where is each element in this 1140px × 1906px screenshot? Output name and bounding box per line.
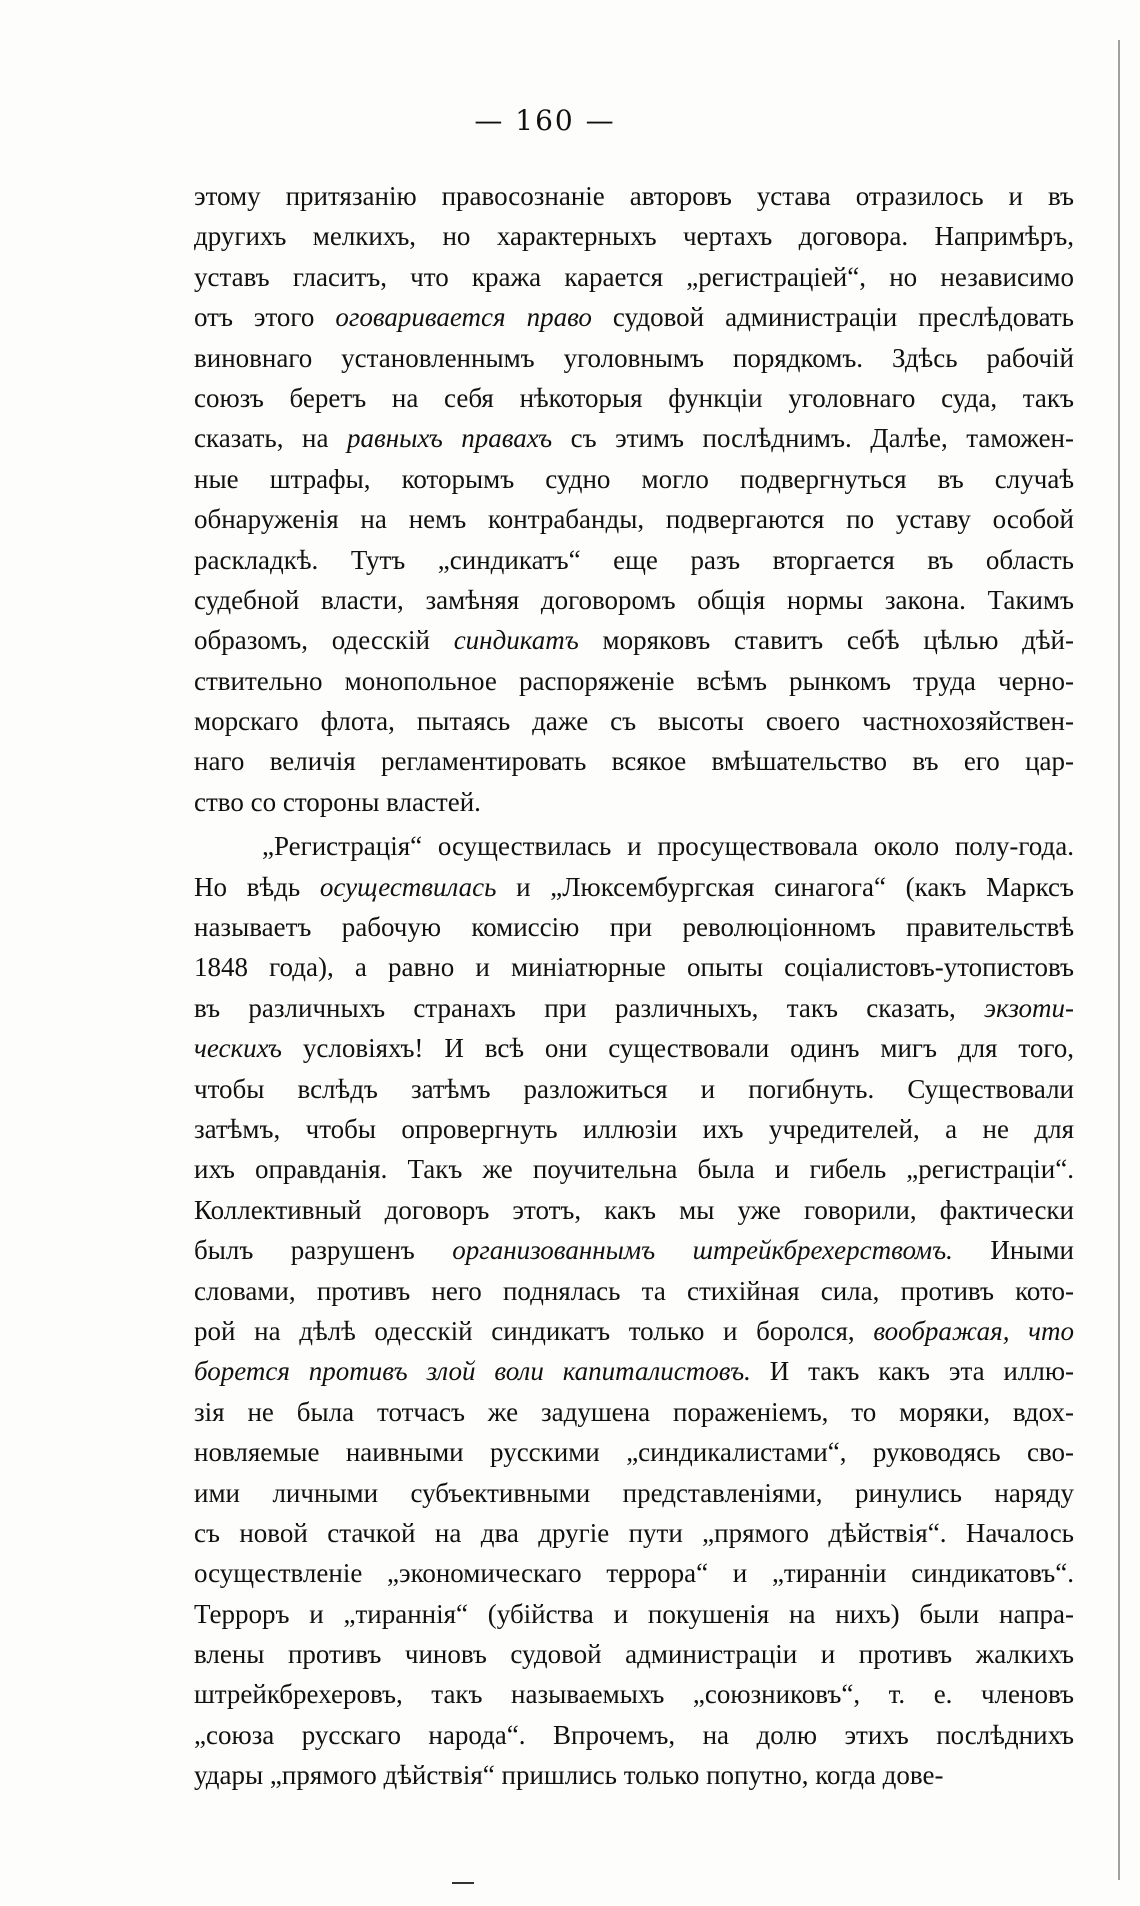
body-text bbox=[194, 176, 1074, 1796]
text-line bbox=[194, 378, 1074, 418]
text-run: ные штрафы, которымъ судно могло подвергнуться въ случаѣ bbox=[194, 463, 1074, 494]
text-line bbox=[194, 1392, 1074, 1432]
text-run: ихъ оправданія. Такъ же поучительна была и гибель „регистраціи“. bbox=[194, 1154, 1074, 1185]
text-run: судебной власти, замѣняя договоромъ общія нормы закона. Такимъ bbox=[194, 584, 1074, 615]
text-run: наго величія регламентировать всякое вмѣшательство въ его цар- bbox=[194, 746, 1074, 777]
text-line bbox=[194, 947, 1074, 987]
text-run: 1848 года), а равно и миніатюрные опыты соціалистовъ-утопистовъ bbox=[194, 952, 1074, 983]
text-run: судовой администраціи преслѣдовать bbox=[591, 302, 1074, 333]
text-line bbox=[194, 176, 1074, 216]
text-run: отъ этого bbox=[194, 302, 336, 333]
text-line bbox=[194, 1674, 1074, 1714]
text-run: и „Люксембургская синагога“ (какъ Марксъ bbox=[496, 871, 1074, 902]
text-run: осуществленіе „экономическаго террора“ и „тиранніи синдикатовъ“. bbox=[194, 1558, 1074, 1589]
text-line bbox=[194, 1715, 1074, 1755]
text-run: затѣмъ, чтобы опровергнуть иллюзіи ихъ учредителей, а не для bbox=[194, 1113, 1074, 1144]
text-run: чтобы вслѣдъ затѣмъ разложиться и погибнуть. Существовали bbox=[194, 1073, 1074, 1104]
text-line bbox=[194, 1513, 1074, 1553]
text-line bbox=[194, 1553, 1074, 1593]
text-run: Но вѣдь bbox=[194, 871, 320, 902]
paragraph bbox=[194, 826, 1074, 1795]
text-line bbox=[194, 540, 1074, 580]
text-line bbox=[194, 1432, 1074, 1472]
text-line bbox=[194, 418, 1074, 458]
text-line bbox=[194, 1473, 1074, 1513]
text-line bbox=[194, 907, 1074, 947]
bottom-mark bbox=[452, 1882, 474, 1884]
text-run: обнаруженія на немъ контрабанды, подвергаются по уставу особой bbox=[194, 504, 1074, 535]
text-line bbox=[194, 867, 1074, 907]
text-run: уставъ гласитъ, что кража карается „регистраціей“, но независимо bbox=[194, 261, 1074, 292]
text-line bbox=[194, 1190, 1074, 1230]
italic-text: равныхъ правахъ bbox=[346, 423, 553, 454]
text-line bbox=[194, 1149, 1074, 1189]
text-line bbox=[194, 1069, 1074, 1109]
text-run: влены противъ чиновъ судовой администраціи и противъ жалкихъ bbox=[194, 1639, 1074, 1670]
text-run: образомъ, одесскій bbox=[194, 625, 454, 656]
text-line bbox=[194, 782, 1074, 822]
text-run: ствительно монопольное распоряженіе всѣмъ рынкомъ труда черно- bbox=[194, 665, 1074, 696]
text-run: этому притязанію правосознаніе авторовъ устава отразилось и въ bbox=[194, 181, 1074, 211]
text-line bbox=[194, 826, 1074, 866]
text-run: рой на дѣлѣ одесскій синдикатъ только и боролся, bbox=[194, 1315, 874, 1346]
text-run: съ новой стачкой на два другіе пути „прямого дѣйствія“. Началось bbox=[194, 1517, 1074, 1548]
text-line bbox=[194, 988, 1074, 1028]
text-line bbox=[194, 1311, 1074, 1351]
text-line bbox=[194, 1755, 1074, 1795]
text-line bbox=[194, 459, 1074, 499]
text-run: новляемые наивными русскими „синдикалистами“, руководясь сво- bbox=[194, 1437, 1074, 1468]
text-run: ство со стороны властей. bbox=[194, 786, 481, 817]
text-run: Иными bbox=[952, 1235, 1074, 1266]
text-run: съ этимъ послѣднимъ. Далѣе, таможен- bbox=[552, 423, 1074, 454]
italic-text: ческихъ bbox=[194, 1033, 282, 1064]
text-line bbox=[194, 216, 1074, 256]
text-line bbox=[194, 1028, 1074, 1068]
text-run: удары „прямого дѣйствія“ пришлись только попутно, когда дове- bbox=[194, 1760, 944, 1791]
italic-text: воображая, что bbox=[873, 1315, 1074, 1346]
text-run: называетъ рабочую комиссію при революціонномъ правительствѣ bbox=[194, 912, 1074, 943]
text-run: былъ разрушенъ bbox=[194, 1235, 453, 1266]
italic-text: осуществилась bbox=[319, 871, 497, 902]
text-run: раскладкѣ. Тутъ „синдикатъ“ еще разъ вторгается въ область bbox=[194, 544, 1074, 575]
italic-text: организованнымъ штрейкбрехерствомъ. bbox=[452, 1235, 953, 1266]
text-line bbox=[194, 580, 1074, 620]
text-run: Коллективный договоръ этотъ, какъ мы уже говорили, фактически bbox=[194, 1194, 1074, 1225]
italic-text: экзоти- bbox=[984, 992, 1074, 1023]
text-line bbox=[194, 257, 1074, 297]
text-line bbox=[194, 1594, 1074, 1634]
text-run: морскаго флота, пытаясь даже съ высоты своего частнохозяйствен- bbox=[194, 706, 1074, 737]
page-number: — 160 — bbox=[474, 104, 616, 137]
text-line bbox=[194, 499, 1074, 539]
paragraph bbox=[194, 176, 1074, 822]
text-line bbox=[194, 620, 1074, 660]
text-line bbox=[194, 1351, 1074, 1391]
text-run: штрейкбрехеровъ, такъ называемыхъ „союзниковъ“, т. е. членовъ bbox=[194, 1679, 1074, 1710]
page-edge-line bbox=[1118, 40, 1120, 1880]
text-run: другихъ мелкихъ, но характерныхъ чертахъ договора. Напримѣръ, bbox=[194, 221, 1074, 252]
text-line bbox=[194, 1271, 1074, 1311]
text-line bbox=[194, 297, 1074, 337]
text-line bbox=[194, 661, 1074, 701]
text-run: И такъ какъ эта иллю- bbox=[750, 1356, 1074, 1387]
text-run: условіяхъ! И всѣ они существовали одинъ мигъ для того, bbox=[281, 1033, 1074, 1064]
text-run: союзъ беретъ на себя нѣкоторыя функціи уголовнаго суда, такъ bbox=[194, 382, 1074, 413]
italic-text: борется противъ злой воли капиталистовъ. bbox=[194, 1356, 751, 1387]
text-run: сказать, на bbox=[194, 423, 347, 454]
italic-text: синдикатъ bbox=[453, 625, 579, 656]
text-line bbox=[194, 701, 1074, 741]
text-line bbox=[194, 1230, 1074, 1270]
text-line bbox=[194, 338, 1074, 378]
text-line bbox=[194, 1109, 1074, 1149]
text-line bbox=[194, 741, 1074, 781]
text-run: Терроръ и „тираннія“ (убійства и покушенія на нихъ) были напра- bbox=[194, 1598, 1074, 1629]
text-run: зія не была тотчасъ же задушена пораженіемъ, то моряки, вдох- bbox=[194, 1396, 1074, 1427]
text-run: „Регистрація“ осуществилась и просуществовала около полу-года. bbox=[262, 831, 1074, 862]
text-run: въ различныхъ странахъ при различныхъ, такъ сказать, bbox=[194, 992, 985, 1023]
text-line bbox=[194, 1634, 1074, 1674]
text-run: моряковъ ставитъ себѣ цѣлью дѣй- bbox=[578, 625, 1074, 656]
text-run: ими личными субъективными представленіями, ринулись наряду bbox=[194, 1477, 1074, 1508]
text-run: словами, противъ него поднялась та стихійная сила, противъ кото- bbox=[194, 1275, 1074, 1306]
italic-text: оговаривается право bbox=[335, 302, 592, 333]
text-run: „союза русскаго народа“. Впрочемъ, на долю этихъ послѣднихъ bbox=[194, 1719, 1074, 1750]
text-run: виновнаго установленнымъ уголовнымъ порядкомъ. Здѣсь рабочій bbox=[194, 342, 1074, 373]
